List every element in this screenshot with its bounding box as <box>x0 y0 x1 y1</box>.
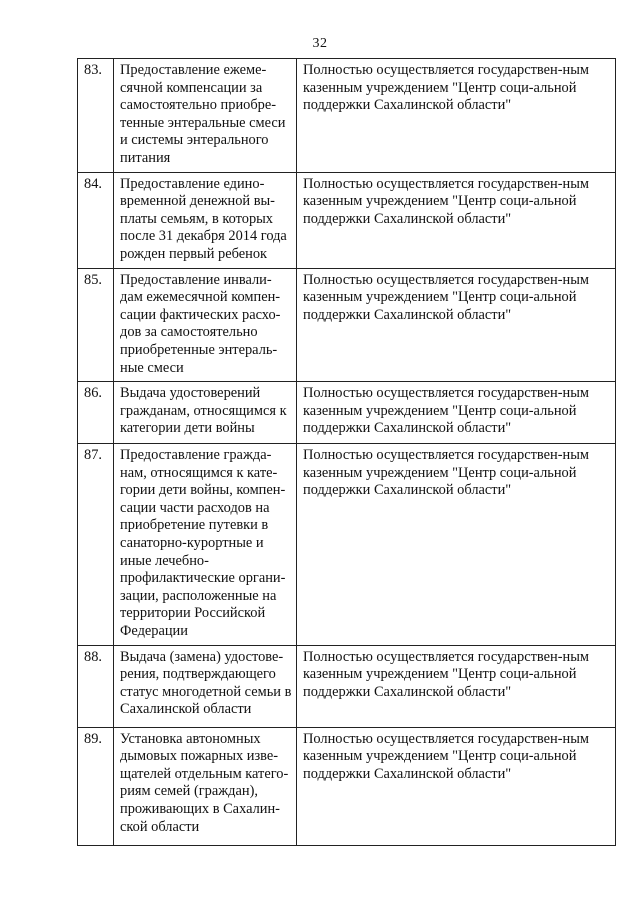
table-row <box>78 645 616 727</box>
provider-text: Полностью осуществляется государствен-ным казенным учреждением "Центр соци-альной поддержки Сахалинской области" <box>297 59 616 173</box>
row-number: 85. <box>78 268 114 382</box>
row-number: 83. <box>78 59 114 173</box>
table-row <box>78 172 616 268</box>
provider-text: Полностью осуществляется государствен-ным казенным учреждением "Центр соци-альной поддержки Сахалинской области" <box>297 444 616 646</box>
page-number: 32 <box>312 36 328 51</box>
table-row <box>78 268 616 382</box>
row-number: 87. <box>78 444 114 646</box>
service-name: Предоставление ежеме-сячной компенсации за самостоятельно приобре-тенные энтеральные смеси и системы энтерального питания <box>114 59 297 173</box>
provider-text: Полностью осуществляется государствен-ным казенным учреждением "Центр соци-альной поддержки Сахалинской области" <box>297 727 616 845</box>
table-row <box>78 382 616 444</box>
provider-text: Полностью осуществляется государствен-ным казенным учреждением "Центр соци-альной поддержки Сахалинской области" <box>297 172 616 268</box>
service-name: Выдача удостоверений гражданам, относящимся к категории дети войны <box>114 382 297 444</box>
table-row <box>78 444 616 646</box>
table-row <box>78 727 616 845</box>
row-number: 84. <box>78 172 114 268</box>
row-number: 86. <box>78 382 114 444</box>
service-name: Предоставление гражда-нам, относящимся к кате-гории дети войны, компен-сации части расходов на приобретение путевки в санаторно-курортные и иные лечебно-профилактические органи-зации, расположенные на территории Российской Федерации <box>114 444 297 646</box>
row-number: 88. <box>78 645 114 727</box>
provider-text: Полностью осуществляется государствен-ным казенным учреждением "Центр соци-альной поддержки Сахалинской области" <box>297 382 616 444</box>
row-number: 89. <box>78 727 114 845</box>
provider-text: Полностью осуществляется государствен-ным казенным учреждением "Центр соци-альной поддержки Сахалинской области" <box>297 645 616 727</box>
services-table <box>77 58 616 846</box>
table-row <box>78 59 616 173</box>
service-name: Предоставление инвали-дам ежемесячной компен-сации фактических расхо-дов за самостоятельно приобретенные энтераль-ные смеси <box>114 268 297 382</box>
service-name: Выдача (замена) удостове-рения, подтверждающего статус многодетной семьи в Сахалинской области <box>114 645 297 727</box>
service-name: Предоставление едино-временной денежной вы-платы семьям, в которых после 31 декабря 2014 года рожден первый ребенок <box>114 172 297 268</box>
provider-text: Полностью осуществляется государствен-ным казенным учреждением "Центр соци-альной поддержки Сахалинской области" <box>297 268 616 382</box>
service-name: Установка автономных дымовых пожарных изве-щателей отдельным катего-риям семей (граждан), проживающих в Сахалин-ской области <box>114 727 297 845</box>
